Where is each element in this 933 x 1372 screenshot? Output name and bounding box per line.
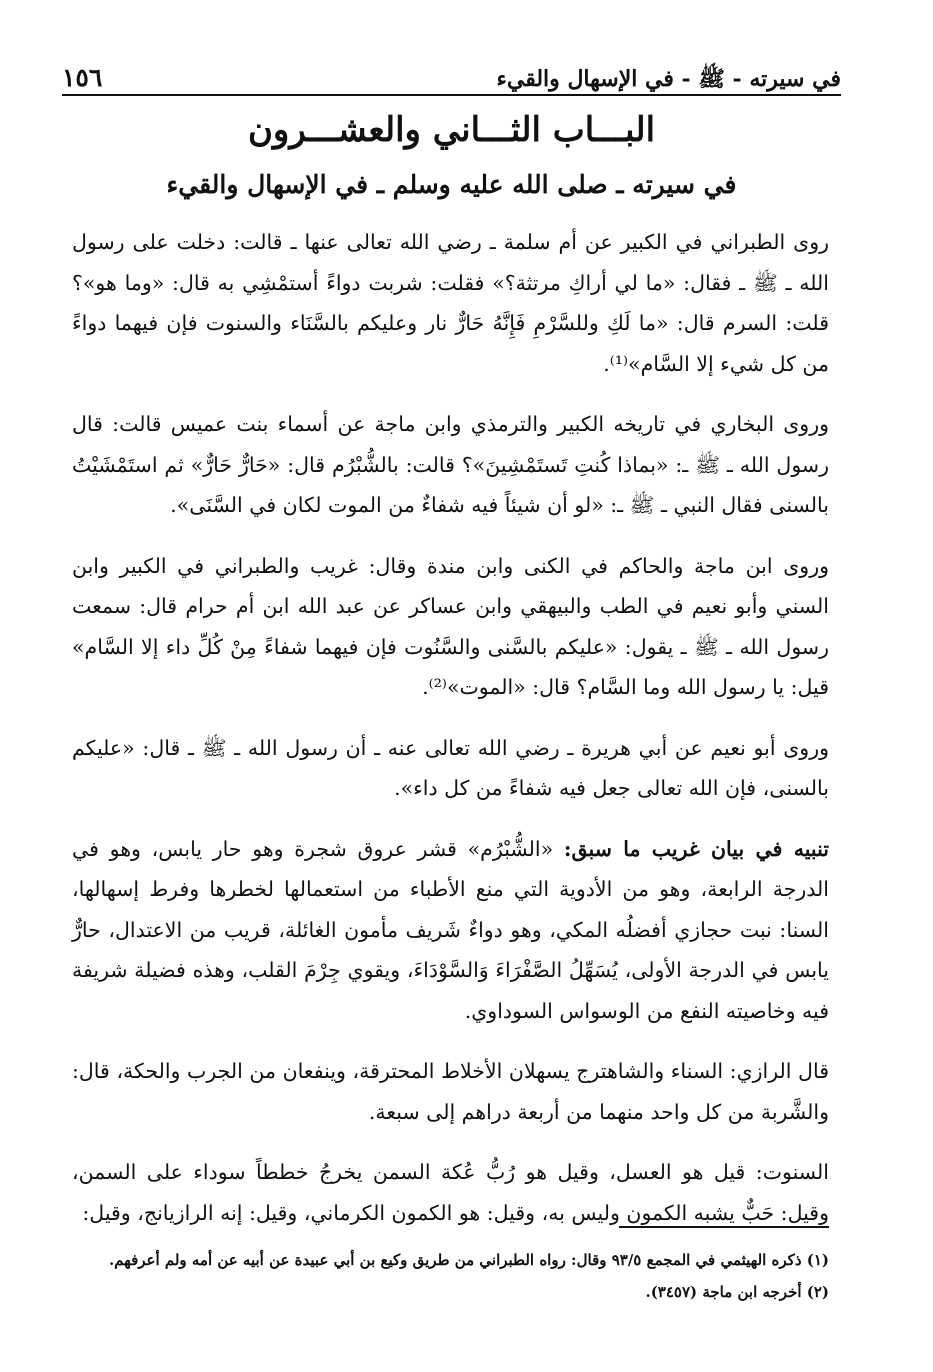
- chapter-title: البـــاب الثـــاني والعشـــرون: [247, 110, 656, 150]
- footnotes: [72, 1244, 829, 1308]
- paragraph-text: وروى أبو نعيم عن أبي هريرة ـ رضي الله تعالى عنه ـ أن رسول الله ـ ﷺ ـ قال: «عليكم بالسنى، فإن الله تعالى جعل فيه شفاءً من كل داء».: [72, 735, 829, 800]
- paragraph-lead: تنبيه في بيان غريب ما سبق:: [563, 836, 830, 861]
- paragraph: [72, 546, 829, 708]
- chapter-subtitle: في سيرته ـ صلى الله عليه وسلم ـ في الإسهال والقيء: [166, 170, 737, 199]
- paragraph-text: قال الرازي: السناء والشاهترج يسهلان الأخلاط المحترقة، وينفعان من الجرب والحكة، قال: والشَّربة من كل واحد منهما من أربعة دراهم إلى سبعة.: [72, 1059, 829, 1124]
- running-title: في سيرته - ﷺ - في الإسهال والقيء: [496, 66, 841, 92]
- paragraph-text: «الشُّبْرُم» قشر عروق شجرة وهو حار يابس، وهو في الدرجة الرابعة، وهو من الأدوية التي منع الأطباء من استعمالها لخطرها وفرط إسهالها، السنا: نبت حجازي أفضلُه المكي، وهو دواءٌ شَريف مأمون الغائلة، قريب من الاعتدال، حارٌّ يابس في الدرجة الأولى، يُسَهِّلُ الصَّفْرَاءَ وَالسَّوْدَاءَ، ويقوي جِرْمَ القلب، وهذه فضيلة شريفة فيه وخاصيته النفع من الوسواس السوداوي.: [72, 836, 829, 1023]
- page-number: ١٥٦: [62, 63, 103, 92]
- paragraph: [72, 1051, 829, 1132]
- main-text: [72, 222, 829, 1253]
- paragraph-text: روى الطبراني في الكبير عن أم سلمة ـ رضي الله تعالى عنها ـ قالت: دخلت على رسول الله ـ ﷺ ـ فقال: «ما لي أراكِ مرتثة؟» فقلت: شربت دواءً أستمْشِي به قال: «وما هو»؟ قلت: السرم قال: «ما لَكِ وللسَّرْمِ فَإِنَّهُ حَارٌّ نار وعليكم بالسَّنَاء والسنوت فإن فيهما دواءً من كل شيء إلا السَّام»⁽¹⁾.: [72, 230, 829, 376]
- paragraph: [72, 404, 829, 526]
- footnote: (١) ذكره الهيثمي في المجمع ٩٣/٥ وقال: رواه الطبراني من طريق وكيع بن أبي عبيدة عن أبيه عن أمه ولم أعرفهم.: [108, 1251, 829, 1269]
- footnote-divider: [619, 1226, 829, 1228]
- paragraph-text: وروى البخاري في تاريخه الكبير والترمذي وابن ماجة عن أسماء بنت عميس قالت: قال رسول الله ـ ﷺ ـ: «بماذا كُنتِ تَستَمْشِينَ»؟ قالت: بالشُّبْرُم قال: «حَارٌّ حَارٌّ» ثم استَمْشَيْتُ بالسنى فقال النبي ـ ﷺ ـ: «لو أن شيئاً فيه شفاءٌ من الموت لكان في السَّنَى».: [72, 412, 829, 517]
- paragraph: [72, 728, 829, 809]
- paragraph: [72, 222, 829, 384]
- paragraph: [72, 1152, 829, 1233]
- paragraph-text: وروى ابن ماجة والحاكم في الكنى وابن مندة وقال: غريب والطبراني في الكبير وابن السني وأبو نعيم في الطب والبيهقي وابن عساكر عن عبد الله ابن أم حرام قال: سمعت رسول الله ـ ﷺ ـ يقول: «عليكم بالسَّنى والسَّنُوت فإن فيهما شفاءً مِنْ كُلِّ داء إلا السَّام» قيل: يا رسول الله وما السَّام؟ قال: «الموت»⁽²⁾.: [72, 553, 829, 699]
- paragraph-text: السنوت: قيل هو العسل، وقيل هو رُبُّ عُكة السمن يخرجُ خططاً سوداء على السمن، وقيل: حَبٌّ يشبه الكمون وليس به، وقيل: هو الكمون الكرماني، وقيل: إنه الرازيانج، وقيل:: [72, 1160, 829, 1225]
- page-header: [62, 48, 841, 96]
- footnote: (٢) أخرجه ابن ماجة (٣٤٥٧).: [645, 1283, 829, 1301]
- paragraph: [72, 829, 829, 1032]
